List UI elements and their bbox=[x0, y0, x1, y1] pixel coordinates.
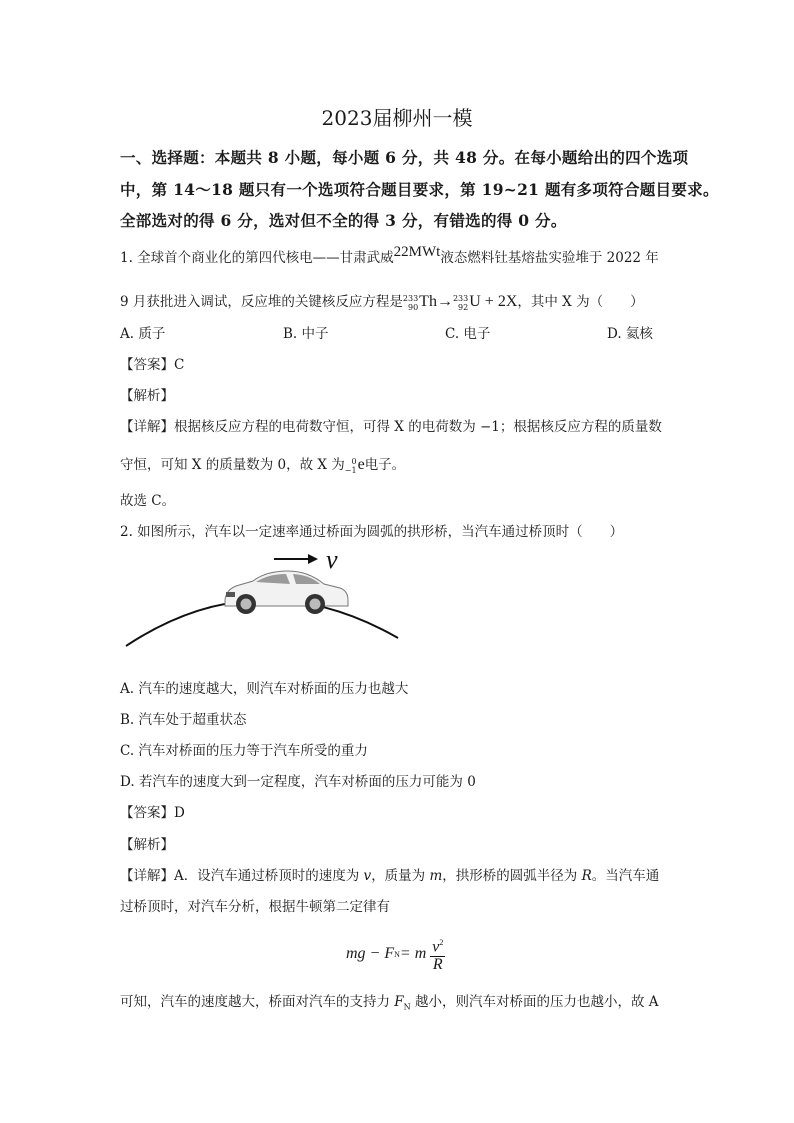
q1-detail-line2 bbox=[120, 453, 405, 475]
q2-var-v: v bbox=[363, 868, 372, 884]
q1-th-mass: 233 bbox=[402, 293, 419, 303]
q1-stem-d: ，其中 X 为（ ） bbox=[517, 294, 644, 310]
section-header-line3: 全部选对的得 6 分，选对但不全的得 3 分，有错选的得 0 分。 bbox=[120, 211, 567, 230]
formula-sub-n: N bbox=[394, 949, 400, 959]
q2-option-b: B. 汽车处于超重状态 bbox=[120, 712, 247, 728]
q1-arrow: → bbox=[436, 293, 453, 310]
formula-num-sup: 2 bbox=[439, 938, 444, 948]
q1-th-symbol: Th bbox=[419, 293, 437, 310]
formula-numerator bbox=[430, 935, 445, 956]
q1-u-mass: 233 bbox=[452, 293, 469, 303]
q2-var-m: m bbox=[429, 868, 443, 884]
q1-conclusion: 故选 C。 bbox=[120, 493, 176, 509]
q1-answer: 【答案】C bbox=[120, 357, 185, 373]
q2-var-r: R bbox=[581, 868, 592, 884]
q1-u-symbol: U + 2X bbox=[469, 293, 518, 310]
q1-analysis-label: 【解析】 bbox=[120, 388, 174, 404]
q1-detail-b1: 守恒，可知 X 的质量数为 0，故 X 为 bbox=[120, 457, 345, 473]
q2-detail-a4: 。当汽车通 bbox=[591, 868, 660, 884]
q2-detail-f-sub: N bbox=[403, 1002, 411, 1012]
section-header-line1: 一、选择题：本题共 8 小题，每小题 6 分，共 48 分。在每小题给出的四个选项 bbox=[120, 148, 689, 167]
q2-detail-a2: ，质量为 bbox=[371, 868, 430, 884]
q2-detail-c1: 可知，汽车的速度越大，桥面对汽车的支持力 bbox=[120, 994, 395, 1010]
formula-num-v: v bbox=[432, 938, 440, 956]
q1-option-c: C. 电子 bbox=[445, 326, 491, 342]
q1-electron-mass: 0 bbox=[351, 456, 357, 466]
q2-option-c: C. 汽车对桥面的压力等于汽车所受的重力 bbox=[120, 743, 368, 759]
q1-electron-numbers bbox=[345, 457, 357, 475]
q1-stem-b: 液态燃料钍基熔盐实验堆于 2022 年 bbox=[440, 250, 659, 266]
q2-detail-line3 bbox=[120, 990, 659, 1012]
bridge-car-figure bbox=[118, 540, 408, 650]
q1-u-charge: 92 bbox=[458, 302, 469, 312]
q2-detail-line1 bbox=[120, 864, 659, 884]
q2-stem: 2. 如图所示，汽车以一定速率通过桥面为圆弧的拱形桥，当汽车通过桥顶时（ ） bbox=[120, 524, 624, 540]
q1-electron-symbol: e bbox=[357, 456, 365, 473]
q1-stem-a: 1. 全球首个商业化的第四代核电——甘肃武威 bbox=[120, 250, 394, 266]
velocity-arrow-head bbox=[308, 554, 318, 564]
q2-option-d: D. 若汽车的速度大到一定程度，汽车对桥面的压力可能为 0 bbox=[120, 774, 476, 790]
q1-electron-charge: −1 bbox=[344, 465, 357, 475]
bridge-arc bbox=[126, 600, 398, 646]
q1-u-numbers bbox=[453, 294, 468, 312]
formula-left: mg − F bbox=[346, 945, 395, 962]
q2-detail-c2: 越小，则汽车对桥面的压力也越小，故 A bbox=[410, 994, 659, 1010]
q2-detail-line2: 过桥顶时，对汽车分析，根据牛顿第二定律有 bbox=[120, 899, 390, 915]
formula-fraction bbox=[430, 935, 445, 972]
q2-detail-a1: 【详解】A．设汽车通过桥顶时的速度为 bbox=[120, 868, 364, 884]
q1-stem-line2 bbox=[120, 290, 644, 312]
q1-stem-c: 9 月获批进入调试，反应堆的关键核反应方程是 bbox=[120, 294, 403, 310]
q2-answer: 【答案】D bbox=[120, 805, 185, 821]
q1-th-charge: 90 bbox=[407, 302, 419, 312]
q1-option-b: B. 中子 bbox=[283, 326, 329, 342]
q2-detail-f: F bbox=[394, 994, 404, 1010]
q1-option-a: A. 质子 bbox=[120, 326, 166, 342]
car-icon bbox=[225, 571, 348, 614]
section-header-line2: 中，第 14～18 题只有一个选项符合题目要求，第 19~21 题有多项符合题目要求。 bbox=[120, 180, 719, 199]
q1-detail-line1: 【详解】根据核反应方程的电荷数守恒，可得 X 的电荷数为 −1；根据核反应方程的质量数 bbox=[120, 419, 662, 435]
q2-detail-a3: ，拱形桥的圆弧半径为 bbox=[442, 868, 582, 884]
formula-denominator: R bbox=[432, 955, 443, 973]
formula-eq: = m bbox=[399, 945, 427, 962]
q1-option-d: D. 氦核 bbox=[607, 326, 653, 342]
page-title: 2023届柳州一模 bbox=[321, 106, 473, 130]
q2-formula bbox=[346, 932, 445, 976]
q1-detail-b2: 电子。 bbox=[364, 457, 406, 473]
q2-option-a: A. 汽车的速度越大，则汽车对桥面的压力也越大 bbox=[120, 681, 409, 697]
velocity-label: v bbox=[326, 545, 338, 574]
q1-power: 22MWt bbox=[393, 244, 441, 260]
q1-stem-line1 bbox=[120, 246, 659, 267]
q1-th-numbers bbox=[403, 294, 418, 312]
q2-analysis-label: 【解析】 bbox=[120, 837, 174, 853]
